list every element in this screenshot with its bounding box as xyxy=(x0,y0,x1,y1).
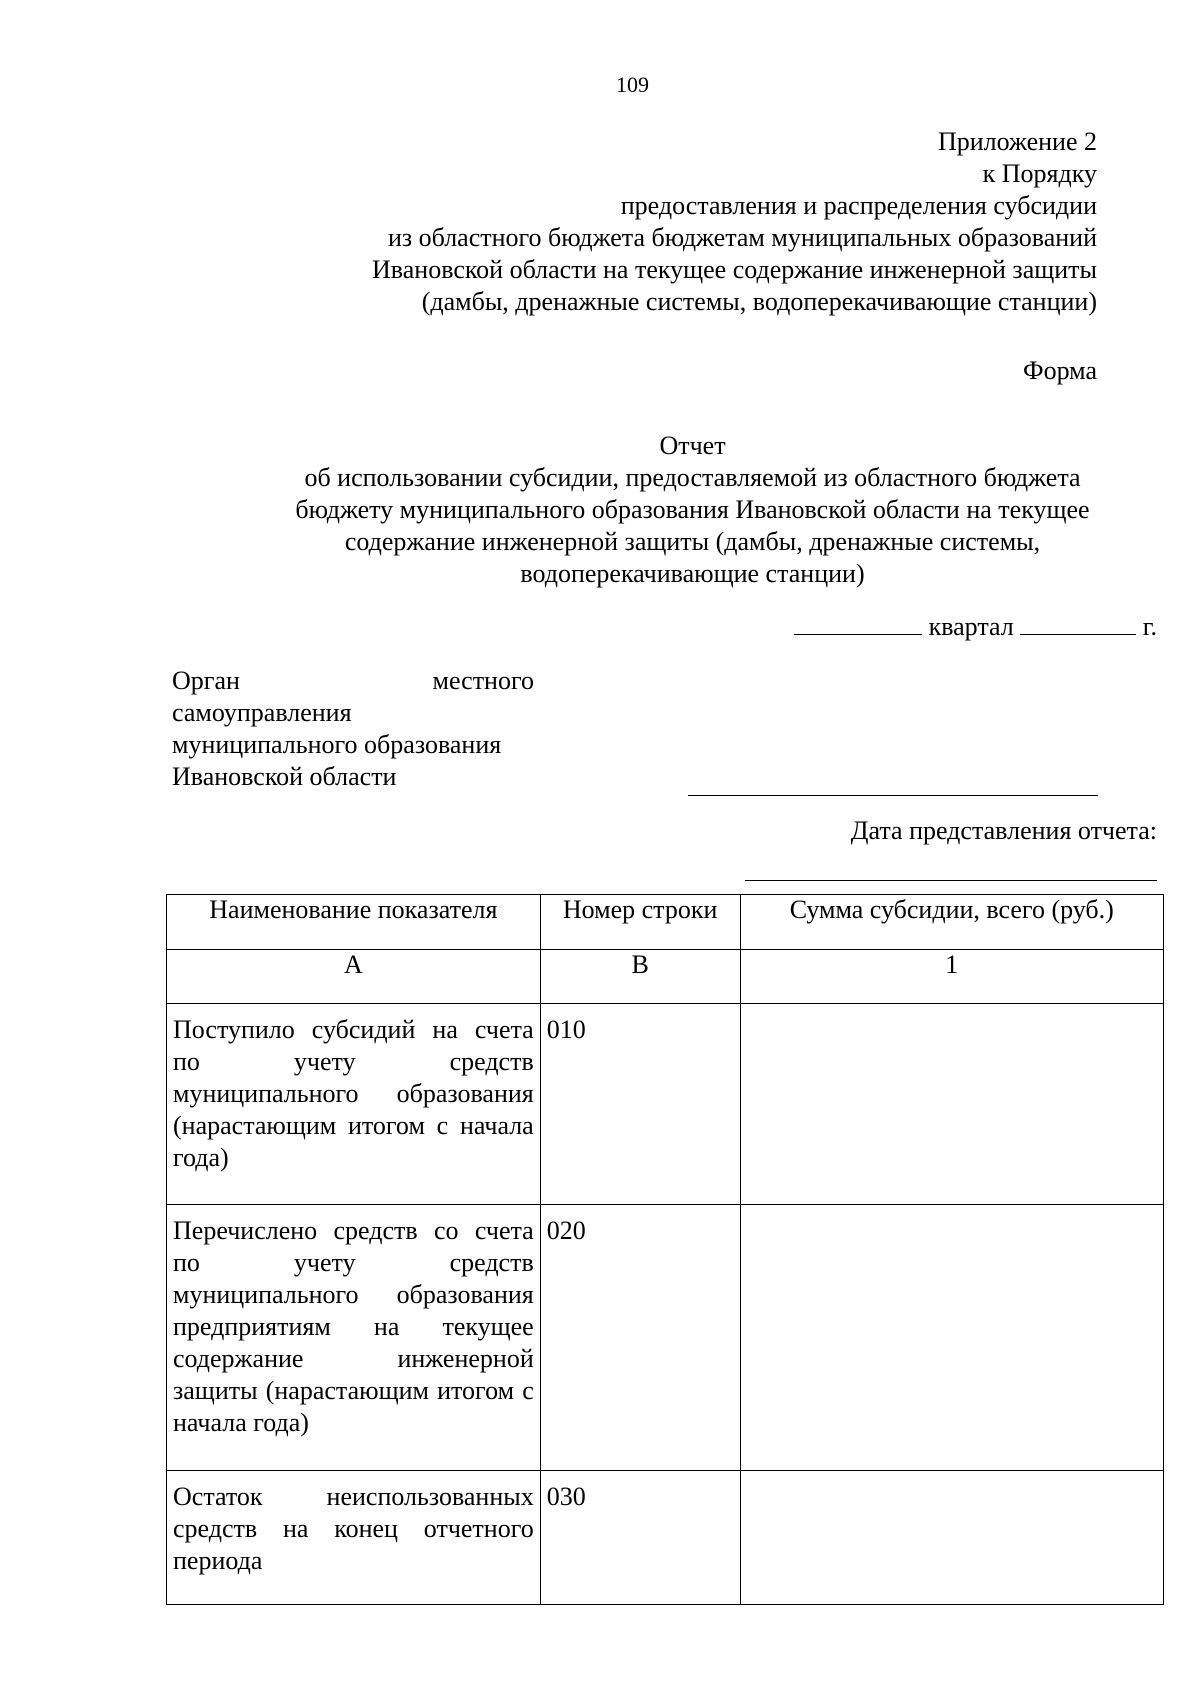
report-title-line: водоперекачивающие станции) xyxy=(520,559,865,588)
report-table xyxy=(166,894,1164,1605)
row-number-cell: 030 xyxy=(540,1471,740,1605)
report-title-line: об использовании субсидии, предоставляемой из областного бюджета xyxy=(304,463,1081,492)
table-row xyxy=(167,1205,1164,1471)
header-subsidy-amount: Сумма субсидии, всего (руб.) xyxy=(740,895,1163,950)
appendix-line: Ивановской области на текущее содержание инженерной защиты xyxy=(372,255,1097,284)
amount-cell[interactable] xyxy=(740,1004,1163,1205)
reporting-period xyxy=(794,612,1157,642)
appendix-line: Приложение 2 xyxy=(937,127,1097,156)
appendix-line: предоставления и распределения субсидии xyxy=(620,191,1097,220)
row-number-cell: 010 xyxy=(540,1004,740,1205)
report-title-line: Отчет xyxy=(659,431,726,460)
indicator-name-cell: Поступило субсидий на счета по учету средств муниципального образования (нарастающим итогом с начала года) xyxy=(167,1004,541,1205)
amount-cell[interactable] xyxy=(740,1471,1163,1605)
appendix-line: (дамбы, дренажные системы, водоперекачивающие станции) xyxy=(421,287,1097,316)
year-suffix: г. xyxy=(1142,612,1157,641)
organization-line: муниципального образования xyxy=(172,730,502,759)
table-header-row xyxy=(167,895,1164,950)
column-letter: 1 xyxy=(740,950,1163,1004)
column-letter: В xyxy=(540,950,740,1004)
organization-blank-field[interactable] xyxy=(688,795,1098,796)
quarter-label: квартал xyxy=(928,612,1014,641)
year-blank-field[interactable] xyxy=(1020,612,1136,635)
organization-word: Орган xyxy=(172,666,240,695)
indicator-name-cell: Остаток неиспользованных средств на конец отчетного периода xyxy=(167,1471,541,1605)
appendix-line: к Порядку xyxy=(982,159,1097,188)
row-number-cell: 020 xyxy=(540,1205,740,1471)
organization-word: местного xyxy=(432,666,534,695)
report-title xyxy=(160,430,1200,590)
appendix-heading xyxy=(372,126,1097,318)
table-row xyxy=(167,1004,1164,1205)
appendix-line: из областного бюджета бюджетам муниципальных образований xyxy=(387,223,1097,252)
indicator-name-cell: Перечислено средств со счета по учету средств муниципального образования предприятиям на текущее содержание инженерной защиты (нарастающим итогом с начала года) xyxy=(167,1205,541,1471)
header-row-number: Номер строки xyxy=(540,895,740,950)
submission-date-blank-field[interactable] xyxy=(745,880,1157,881)
table-row xyxy=(167,1471,1164,1605)
amount-cell[interactable] xyxy=(740,1205,1163,1471)
form-label: Форма xyxy=(1023,356,1097,385)
header-indicator-name: Наименование показателя xyxy=(167,895,541,950)
report-title-line: бюджету муниципального образования Ивановской области на текущее xyxy=(295,495,1090,524)
quarter-blank-field[interactable] xyxy=(794,612,922,635)
submission-date-label: Дата представления отчета: xyxy=(850,816,1157,845)
organization-line: Ивановской области xyxy=(172,762,397,791)
report-title-line: содержание инженерной защиты (дамбы, дренажные системы, xyxy=(344,527,1041,556)
page-number: 109 xyxy=(616,72,649,97)
organization-label xyxy=(172,665,534,793)
organization-line: самоуправления xyxy=(172,698,352,727)
table-column-letters-row xyxy=(167,950,1164,1004)
column-letter: А xyxy=(167,950,541,1004)
